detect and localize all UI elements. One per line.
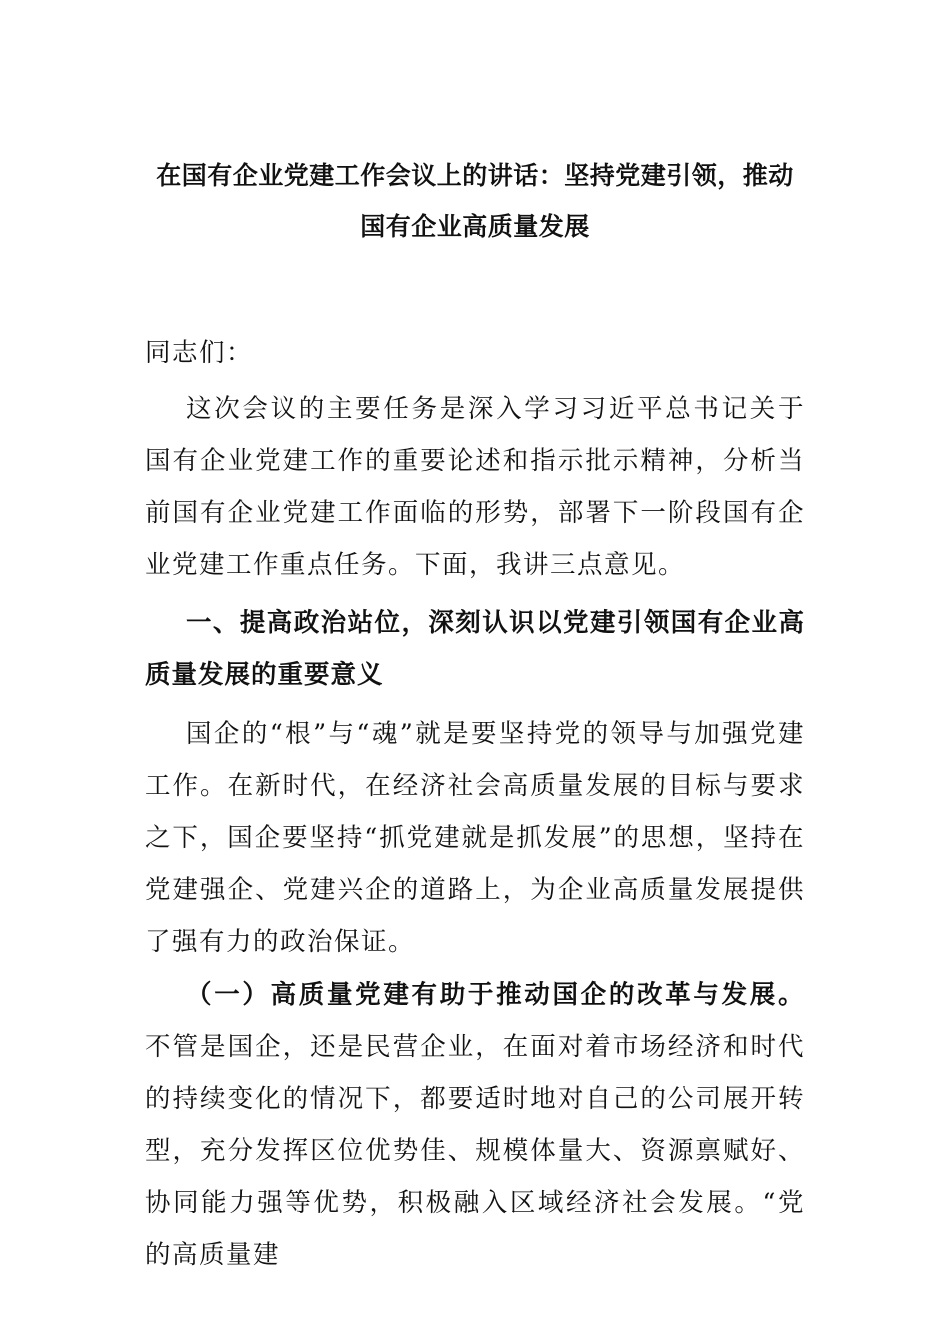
subsection-heading-1: （一）高质量党建有助于推动国企的改革与发展。 <box>186 980 805 1010</box>
title-line-1: 在国有企业党建工作会议上的讲话：坚持党建引领，推动 <box>156 161 794 190</box>
section-heading-1: 一、提高政治站位，深刻认识以党建引领国有企业高质量发展的重要意义 <box>145 608 805 690</box>
document-title <box>100 150 850 252</box>
section-1-paragraph: 国企的“根”与“魂”就是要坚持党的领导与加强党建工作。在新时代，在经济社会高质量发展的目标与要求之下，国企要坚持“抓党建就是抓发展”的思想，坚持在党建强企、党建兴企的道路上，为企业高质量发展提供了强有力的政治保证。 <box>145 719 805 957</box>
subsection-1-paragraph <box>145 969 805 1281</box>
intro-paragraph: 这次会议的主要任务是深入学习习近平总书记关于国有企业党建工作的重要论述和指示批示精神，分析当前国有企业党建工作面临的形势，部署下一阶段国有企业党建工作重点任务。下面，我讲三点意见。 <box>145 394 805 580</box>
subsection-1-text: 不管是国企，还是民营企业，在面对着市场经济和时代的持续变化的情况下，都要适时地对自己的公司展开转型，充分发挥区位优势佳、规模体量大、资源禀赋好、协同能力强等优势，积极融入区域经济社会发展。“党的高质量建 <box>145 1032 805 1270</box>
title-line-2: 国有企业高质量发展 <box>360 212 590 241</box>
salutation: 同志们： <box>145 338 254 368</box>
